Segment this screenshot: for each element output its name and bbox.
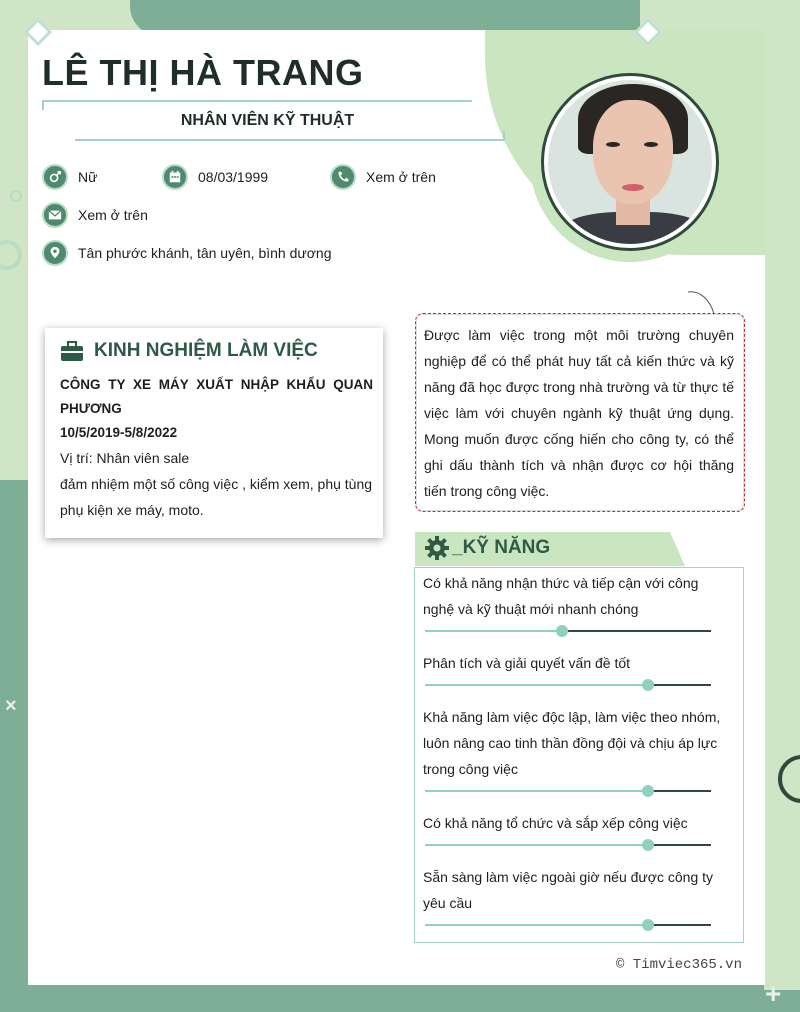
skill-bar-dot [642, 679, 654, 691]
phone-icon [330, 164, 356, 190]
skill-label: Có khả năng nhận thức và tiếp cận với công nghệ và kỹ thuật mới nhanh chóng [423, 575, 699, 617]
avatar-photo [548, 80, 712, 244]
experience-company: CÔNG TY XE MÁY XUẤT NHẬP KHẨU QUAN PHƯƠNG [60, 377, 373, 416]
name-underline [42, 100, 472, 102]
briefcase-icon [60, 340, 84, 362]
phone-info [330, 164, 436, 190]
background-right-wave [764, 330, 800, 990]
skill-bar-fill [425, 684, 648, 686]
avatar-lips [622, 184, 644, 191]
experience-body [60, 373, 373, 523]
skill-bar-fill [425, 844, 648, 846]
plus-decoration: + [765, 978, 782, 1009]
calendar-icon [162, 164, 188, 190]
skill-bar-fill [425, 630, 562, 632]
address-value: Tân phước khánh, tân uyên, bình dương [78, 245, 332, 261]
experience-description: đảm nhiệm một số công việc , kiểm xem, phụ tùng phụ kiện xe máy, moto. [60, 476, 373, 518]
title-underline-tick [503, 131, 505, 141]
skill-label: Có khả năng tổ chức và sắp xếp công việc [423, 815, 688, 831]
skill-bar [425, 924, 711, 926]
email-value: Xem ở trên [78, 207, 148, 223]
skill-bar [425, 684, 711, 686]
objective-box [415, 313, 745, 512]
skill-label: Phân tích và giải quyết vấn đề tốt [423, 655, 631, 671]
gender-value: Nữ [78, 169, 98, 185]
job-title: NHÂN VIÊN KỸ THUẬT [180, 112, 355, 129]
experience-position: Vị trí: Nhân viên sale [60, 450, 190, 466]
phone-value: Xem ở trên [366, 169, 436, 185]
circle-decoration [10, 190, 22, 202]
title-underline [75, 139, 505, 141]
skill-bar-dot [642, 785, 654, 797]
email-icon [42, 202, 68, 228]
skills-heading-text: _KỸ NĂNG [452, 537, 551, 558]
skill-bar-dot [642, 839, 654, 851]
candidate-name: LÊ THỊ HÀ TRANG [42, 52, 364, 93]
avatar-eye [606, 142, 620, 147]
location-icon [42, 240, 68, 266]
skills-heading [424, 535, 550, 561]
birthday-info [162, 164, 268, 190]
name-underline-tick [42, 100, 44, 110]
skill-bar-fill [425, 924, 648, 926]
skill-bar [425, 630, 711, 632]
skills-box [414, 567, 744, 943]
skill-bar [425, 844, 711, 846]
skill-label: Sẵn sàng làm việc ngoài giờ nếu được công ty yêu cầu [423, 869, 714, 911]
gear-icon [424, 535, 450, 561]
experience-period: 10/5/2019-5/8/2022 [60, 425, 178, 440]
skill-label: Khả năng làm việc độc lập, làm việc theo nhóm, luôn nâng cao tinh thần đồng đội và chịu áp lực trong công việc [423, 709, 721, 777]
experience-card [45, 328, 383, 538]
cross-decoration: × [5, 695, 17, 717]
skill-bar-fill [425, 790, 648, 792]
experience-heading-text: KINH NGHIỆM LÀM VIỆC [94, 340, 318, 361]
skill-bar-dot [642, 919, 654, 931]
skill-bar-dot [556, 625, 568, 637]
skill-bar [425, 790, 711, 792]
avatar-eye [644, 142, 658, 147]
avatar [541, 73, 719, 251]
speech-bubble-tail [688, 290, 718, 314]
email-info [42, 202, 148, 228]
experience-heading [60, 340, 318, 362]
gender-info [42, 164, 97, 190]
birthday-value: 08/03/1999 [198, 169, 269, 185]
gender-icon [42, 164, 68, 190]
footer-credit: © Timviec365.vn [615, 957, 742, 973]
address-info [42, 240, 332, 266]
objective-text: Được làm việc trong một môi trường chuyên nghiệp để có thể phát huy tất cả kiến thức và kỹ năng đã học được trong nhà trường và từ thực tế việc làm với chuyên ngành kỹ thuật ứng dụng. Mong muốn được cống hiến cho công ty, có thể ghi dấu thành tích và nhận được cơ hội thăng tiến trong công việc. [424, 327, 734, 499]
